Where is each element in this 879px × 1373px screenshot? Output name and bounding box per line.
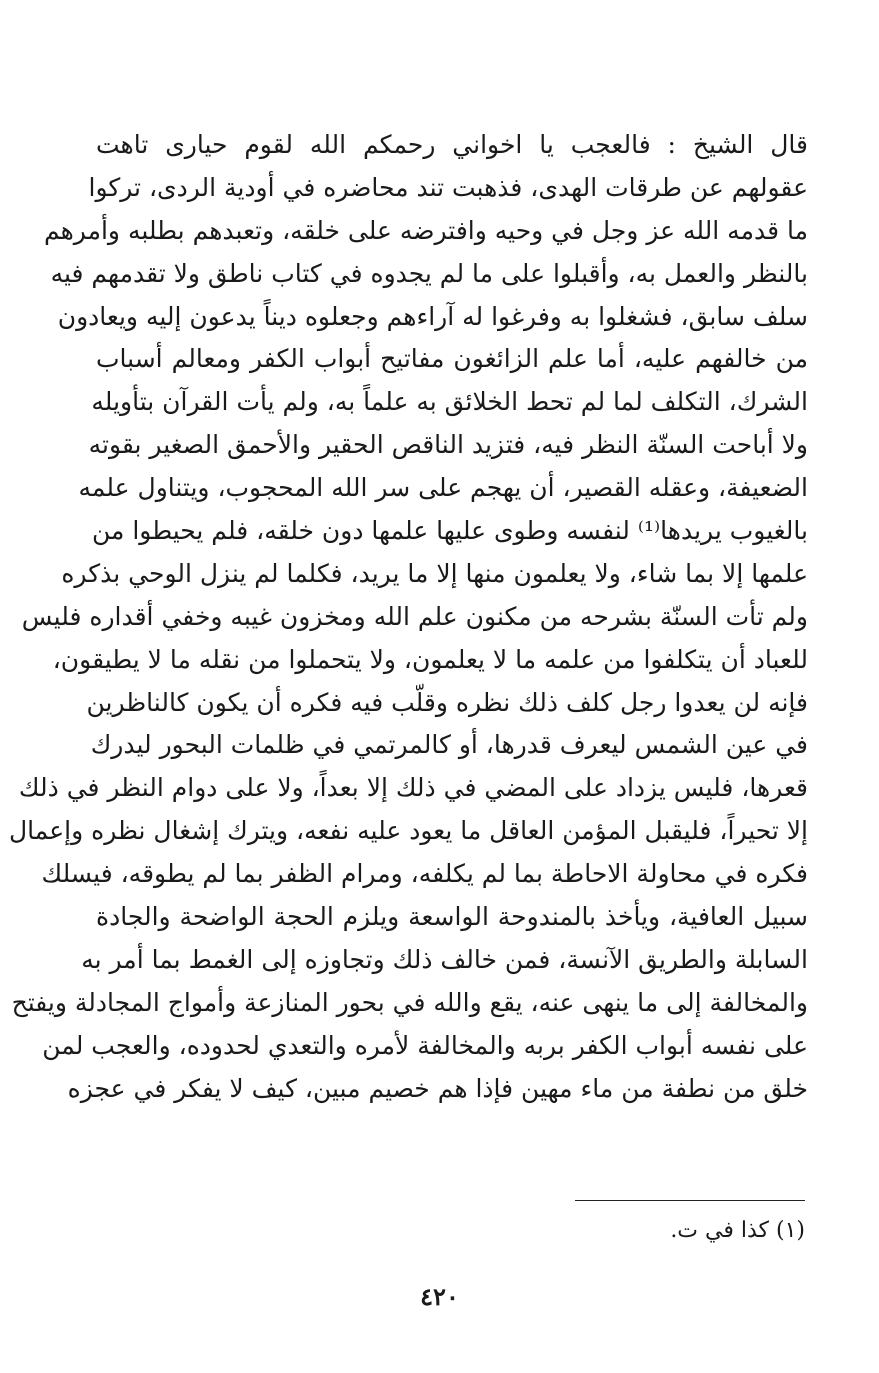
text-line: على نفسه أبواب الكفر بربه والمخالفة لأمره والتعدي لحدوده، والعجب لمن [42,1030,808,1060]
text-line: ما قدمه الله عز وجل في وحيه وافترضه على خلقه، وتعبدهم بطلبه وأمرهم [43,215,808,245]
text-line: والمخالفة إلى ما ينهى عنه، يقع والله في بحور المنازعة وأمواج المجادلة ويفتح [11,987,808,1017]
text-line: خلق من نطفة من ماء مهين فإذا هم خصيم مبين، كيف لا يفكر في عجزه [67,1073,808,1103]
footnote: (١) كذا في ت. [670,1218,805,1243]
text-line: في عين الشمس ليعرف قدرها، أو كالمرتمي في ظلمات البحور ليدرك [90,730,808,760]
text-line: للعباد أن يتكلفوا من علمه ما لا يعلمون، ولا يتحملوا من نقله ما لا يطيقون، [52,644,808,674]
text-line: بالنظر والعمل به، وأقبلوا على ما لم يجدوه في كتاب ناطق ولا تقدمهم فيه [50,258,808,288]
body-text [9,124,808,1110]
text-line: قعرها، فليس يزداد على المضي في ذلك إلا بعداً، ولا على دوام النظر في ذلك [18,773,808,803]
text-line: إلا تحيراً، فليقبل المؤمن العاقل ما يعود عليه نفعه، ويترك إشغال نظره وإعمال [9,816,808,846]
text-line: قال الشيخ : فالعجب يا اخواني رحمكم الله لقوم حيارى تاهت [96,130,808,159]
text-line: السابلة والطريق الآنسة، فمن خالف ذلك وتجاوزه إلى الغمط بما أمر به [81,944,808,974]
text-line: فكره في محاولة الاحاطة بما لم يكلفه، ومرام الظفر بما لم يطوقه، فيسلك [41,859,808,889]
text-line: ولم تأت السنّة بشرحه من مكنون علم الله ومخزون غيبه وخفي أقداره فليس [21,601,808,631]
text-line: علمها إلا بما شاء، ولا يعلمون منها إلا ما يريد، فكلما لم ينزل الوحي بذكره [61,558,808,588]
text-line: بالغيوب يريدها⁽¹⁾ لنفسه وطوى عليها علمها دون خلقه، فلم يحيطوا من [91,516,808,546]
page-number: ٤٢٠ [420,1282,459,1311]
footnote-divider [575,1200,805,1201]
text-line: الضعيفة، وعقله القصير، أن يهجم على سر الله المحجوب، ويتناول علمه [78,473,808,503]
text-line: الشرك، التكلف لما لم تحط الخلائق به علماً به، ولم يأت القرآن بتأويله [91,387,808,417]
text-line: سبيل العافية، ويأخذ بالمندوحة الواسعة ويلزم الحجة الواضحة والجادة [96,902,808,932]
text-line: عقولهم عن طرقات الهدى، فذهبت تند محاضره في أودية الردى، تركوا [88,172,808,202]
text-line: فإنه لن يعدوا رجل كلف ذلك نظره وقلّب فيه فكره أن يكون كالناظرين [86,687,808,717]
text-line: ولا أباحت السنّة النظر فيه، فتزيد الناقص الحقير والأحمق الصغير بقوته [88,430,808,460]
text-line: سلف سابق، فشغلوا به وفرغوا له آراءهم وجعلوه ديناً يدعون إليه ويعادون [57,301,808,331]
text-line: من خالفهم عليه، أما علم الزائغون مفاتيح أبواب الكفر ومعالم أسباب [96,344,808,374]
